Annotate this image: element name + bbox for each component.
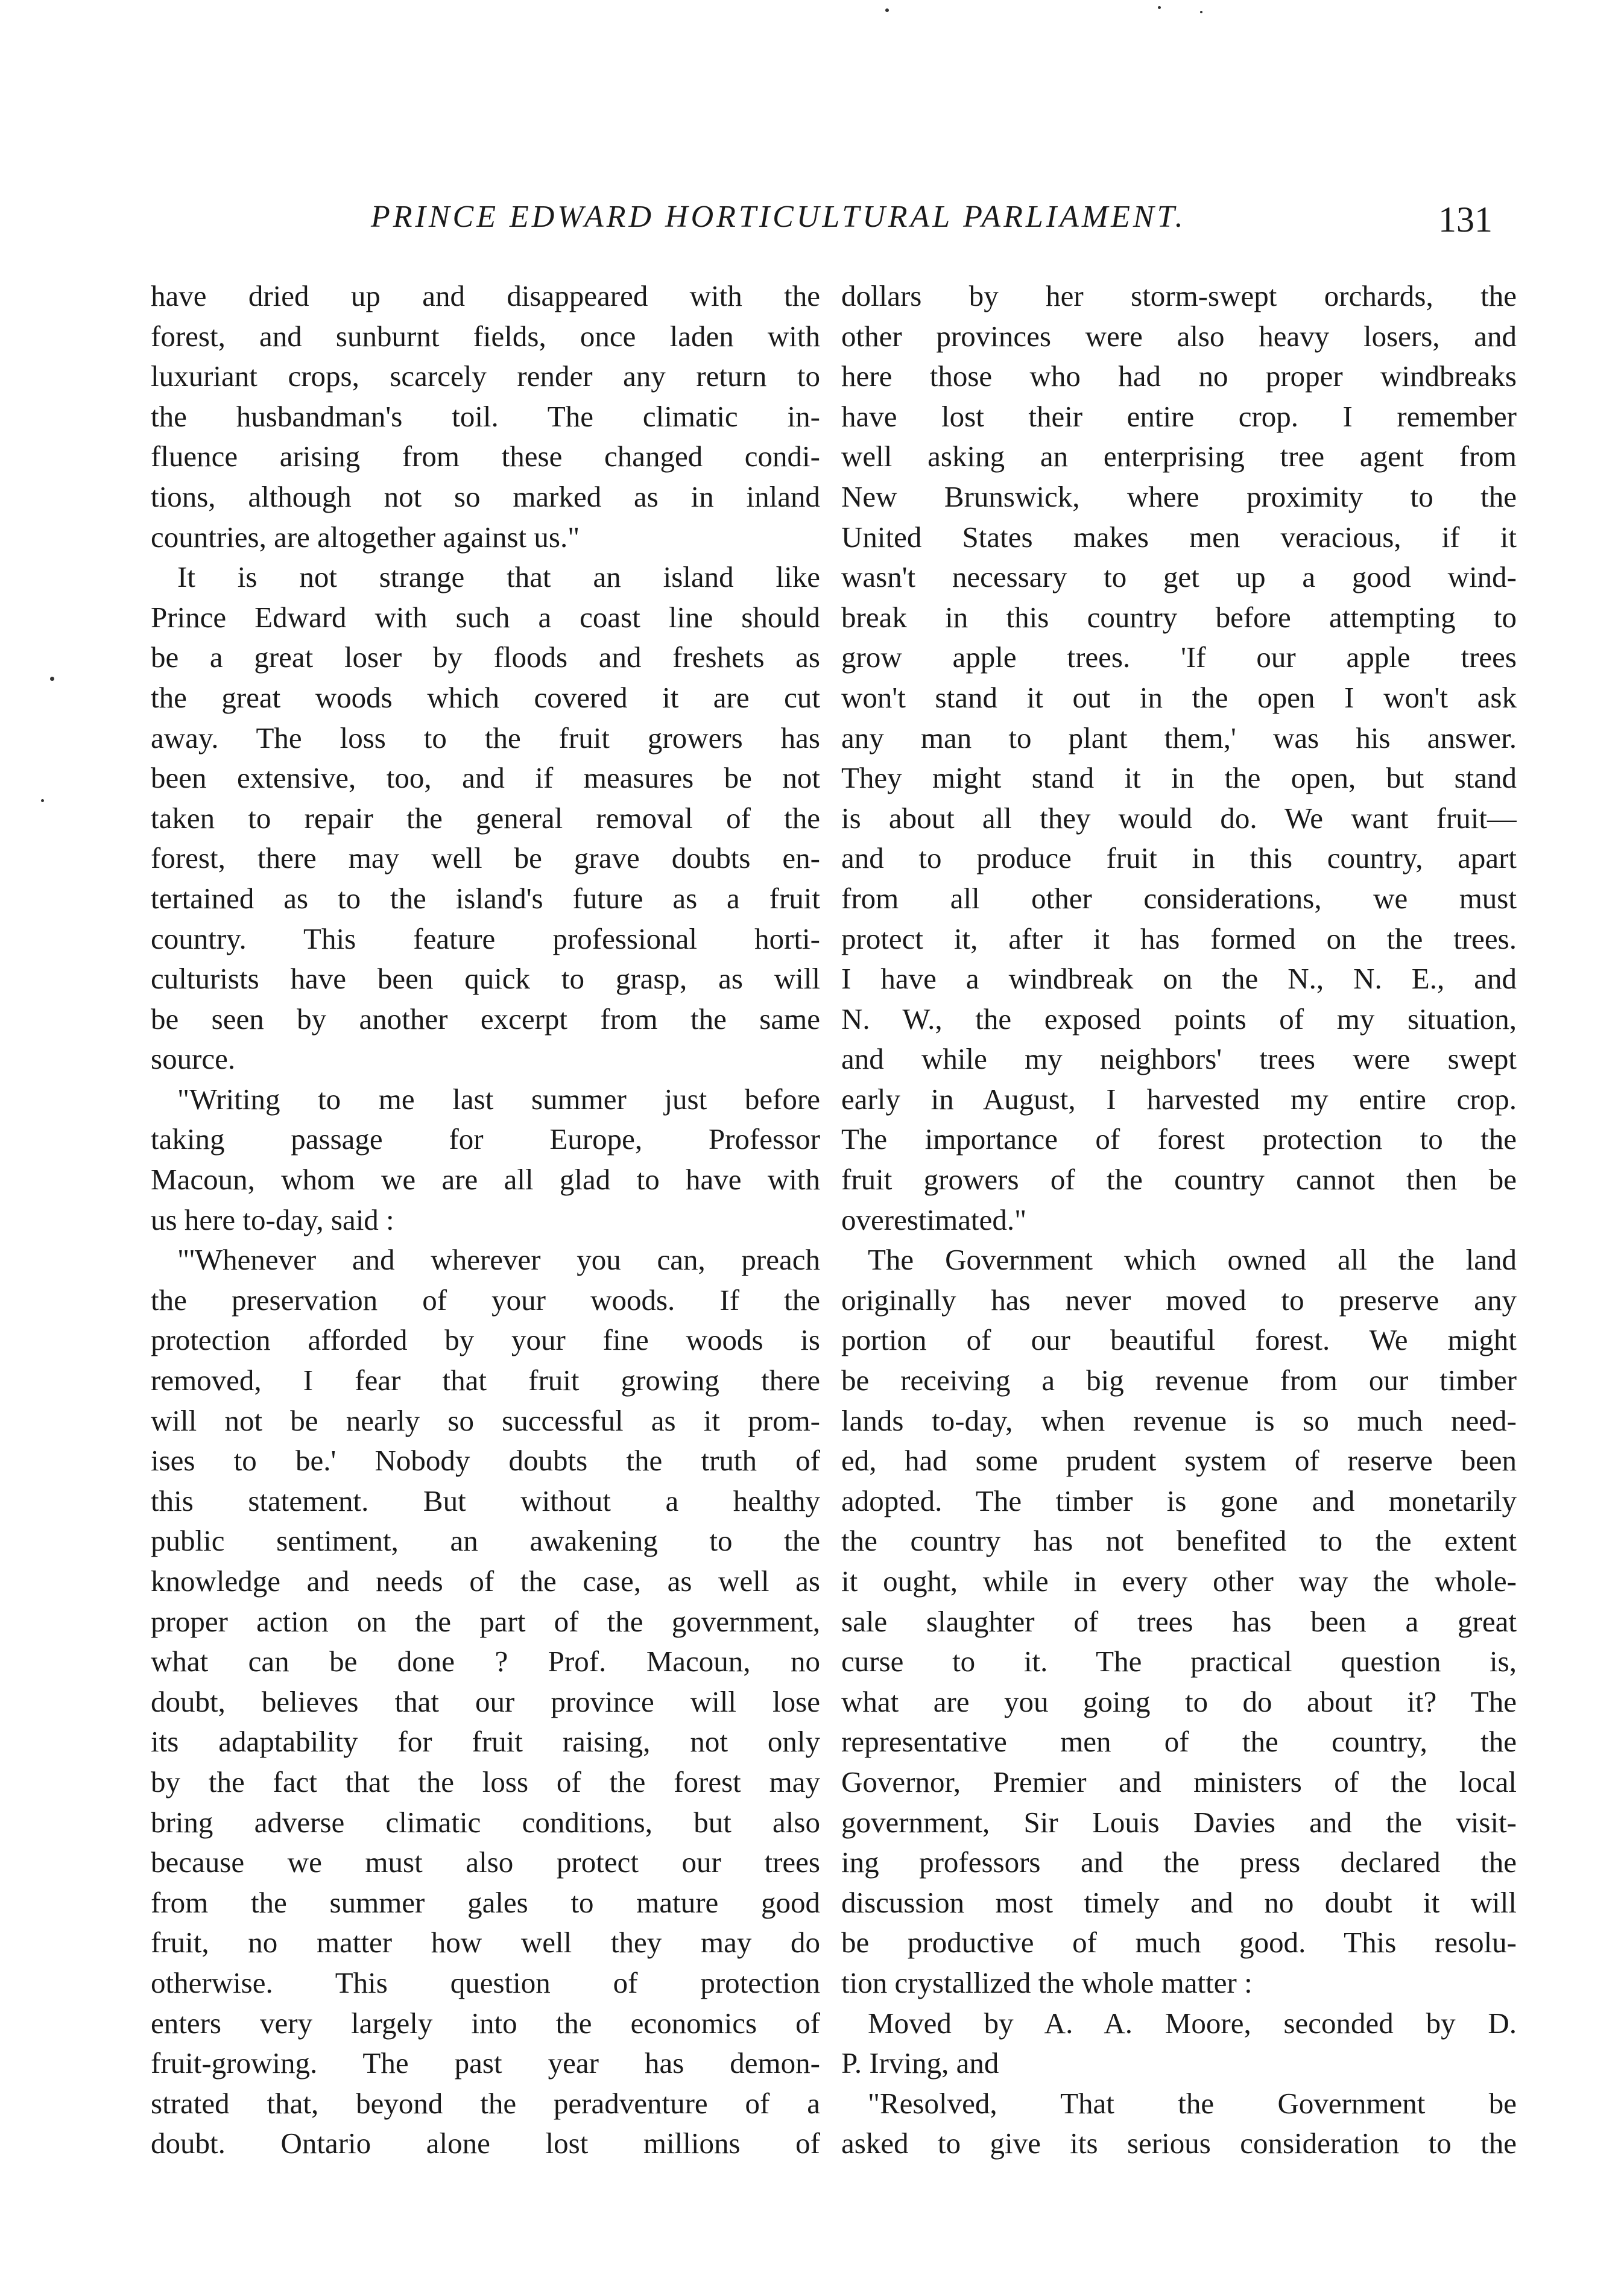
text-line: knowledge and needs of the case, as well as xyxy=(151,1564,820,1598)
text-line: fruit, no matter how well they may do xyxy=(151,1926,820,1960)
text-line: us here to-day, said : xyxy=(151,1203,394,1236)
text-line: protect it, after it has formed on the trees. xyxy=(841,922,1517,955)
text-line: and to produce fruit in this country, apart xyxy=(841,841,1517,875)
right-column xyxy=(841,276,1517,2164)
text-line: its adaptability for fruit raising, not only xyxy=(151,1725,820,1759)
text-line: fruit-growing. The past year has demon- xyxy=(151,2046,820,2080)
text-line: culturists have been quick to grasp, as will xyxy=(151,962,820,996)
text-line: They might stand it in the open, but stand xyxy=(841,761,1517,795)
text-line: from all other considerations, we must xyxy=(841,881,1517,915)
text-line: proper action on the part of the government, xyxy=(151,1604,820,1638)
left-column xyxy=(151,276,820,2164)
text-line: United States makes men veracious, if it xyxy=(841,520,1517,554)
text-line: fruit growers of the country cannot then be xyxy=(841,1163,1517,1197)
text-line: source. xyxy=(151,1042,236,1076)
text-line: been extensive, too, and if measures be not xyxy=(151,761,820,795)
text-line: and while my neighbors' trees were swept xyxy=(841,1042,1517,1076)
text-line: "'Whenever and wherever you can, preach xyxy=(177,1243,820,1277)
text-line: have lost their entire crop. I remember xyxy=(841,399,1517,433)
text-line: be seen by another excerpt from the same xyxy=(151,1002,820,1036)
text-line: doubt, believes that our province will lose xyxy=(151,1684,820,1718)
text-line: discussion most timely and no doubt it will xyxy=(841,1885,1517,1919)
text-line: it ought, while in every other way the whole- xyxy=(841,1564,1517,1598)
text-line: doubt. Ontario alone lost millions of xyxy=(151,2127,820,2160)
text-line: ed, had some prudent system of reserve been xyxy=(841,1444,1517,1478)
text-line: The importance of forest protection to the xyxy=(841,1122,1517,1156)
print-speck xyxy=(1200,11,1202,13)
text-line: Governor, Premier and ministers of the local xyxy=(841,1765,1517,1798)
text-line: early in August, I harvested my entire crop. xyxy=(841,1082,1517,1116)
text-line: The Government which owned all the land xyxy=(868,1243,1517,1277)
text-line: representative men of the country, the xyxy=(841,1725,1517,1759)
text-line: public sentiment, an awakening to the xyxy=(151,1524,820,1558)
text-line: government, Sir Louis Davies and the visit- xyxy=(841,1805,1517,1839)
text-line: what are you going to do about it? The xyxy=(841,1684,1517,1718)
text-line: will not be nearly so successful as it prom- xyxy=(151,1403,820,1437)
text-line: fluence arising from these changed condi- xyxy=(151,440,820,473)
text-line: be receiving a big revenue from our timber xyxy=(841,1364,1517,1397)
text-line: have dried up and disappeared with the xyxy=(151,279,820,312)
text-line: "Writing to me last summer just before xyxy=(177,1082,820,1116)
text-line: curse to it. The practical question is, xyxy=(841,1645,1517,1678)
text-line: New Brunswick, where proximity to the xyxy=(841,479,1517,513)
text-line: "Resolved, That the Government be xyxy=(868,2086,1517,2120)
text-line: grow apple trees. 'If our apple trees xyxy=(841,641,1517,674)
text-line: removed, I fear that fruit growing there xyxy=(151,1364,820,1397)
text-line: ing professors and the press declared the xyxy=(841,1846,1517,1879)
text-line: because we must also protect our trees xyxy=(151,1846,820,1879)
text-line: taken to repair the general removal of the xyxy=(151,801,820,835)
text-line: I have a windbreak on the N., N. E., and xyxy=(841,962,1517,996)
text-line: be productive of much good. This resolu- xyxy=(841,1926,1517,1960)
text-line: N. W., the exposed points of my situation, xyxy=(841,1002,1517,1036)
text-line: any man to plant them,' was his answer. xyxy=(841,721,1517,754)
text-line: break in this country before attempting to xyxy=(841,600,1517,634)
text-line: other provinces were also heavy losers, and xyxy=(841,319,1517,353)
running-head: PRINCE EDWARD HORTICULTURAL PARLIAMENT. xyxy=(371,200,1186,234)
print-speck xyxy=(41,799,44,802)
text-line: strated that, beyond the peradventure of a xyxy=(151,2086,820,2120)
text-line: country. This feature professional horti- xyxy=(151,922,820,955)
text-line: taking passage for Europe, Professor xyxy=(151,1122,820,1156)
text-line: sale slaughter of trees has been a great xyxy=(841,1604,1517,1638)
text-line: otherwise. This question of protection xyxy=(151,1966,820,1999)
text-line: overestimated." xyxy=(841,1203,1027,1236)
text-line: enters very largely into the economics of xyxy=(151,2006,820,2040)
text-line: bring adverse climatic conditions, but also xyxy=(151,1805,820,1839)
text-line: away. The loss to the fruit growers has xyxy=(151,721,820,754)
text-line: this statement. But without a healthy xyxy=(151,1484,820,1517)
text-line: the great woods which covered it are cut xyxy=(151,680,820,714)
text-line: protection afforded by your fine woods is xyxy=(151,1323,820,1357)
text-line: portion of our beautiful forest. We might xyxy=(841,1323,1517,1357)
text-line: from the summer gales to mature good xyxy=(151,1885,820,1919)
print-speck xyxy=(885,8,889,12)
text-line: is about all they would do. We want fruit— xyxy=(841,801,1517,835)
text-line: originally has never moved to preserve any xyxy=(841,1283,1517,1317)
text-line: the husbandman's toil. The climatic in- xyxy=(151,399,820,433)
text-line: be a great loser by floods and freshets as xyxy=(151,641,820,674)
text-line: tion crystallized the whole matter : xyxy=(841,1966,1253,1999)
text-line: won't stand it out in the open I won't ask xyxy=(841,680,1517,714)
text-line: dollars by her storm-swept orchards, the xyxy=(841,279,1517,312)
text-line: here those who had no proper windbreaks xyxy=(841,359,1517,393)
print-speck xyxy=(1158,6,1161,9)
text-line: tertained as to the island's future as a fruit xyxy=(151,881,820,915)
text-line: by the fact that the loss of the forest may xyxy=(151,1765,820,1798)
text-line: wasn't necessary to get up a good wind- xyxy=(841,560,1517,594)
text-line: the preservation of your woods. If the xyxy=(151,1283,820,1317)
text-line: what can be done ? Prof. Macoun, no xyxy=(151,1645,820,1678)
text-line: countries, are altogether against us." xyxy=(151,520,580,554)
text-line: luxuriant crops, scarcely render any return to xyxy=(151,359,820,393)
text-line: ises to be.' Nobody doubts the truth of xyxy=(151,1444,820,1478)
text-line: tions, although not so marked as in inland xyxy=(151,479,820,513)
text-line: forest, and sunburnt fields, once laden with xyxy=(151,319,820,353)
text-line: Moved by A. A. Moore, seconded by D. xyxy=(868,2006,1517,2040)
print-speck xyxy=(50,677,54,681)
page-number: 131 xyxy=(1438,200,1493,239)
text-line: P. Irving, and xyxy=(841,2046,999,2080)
text-line: asked to give its serious consideration to the xyxy=(841,2127,1517,2160)
text-line: It is not strange that an island like xyxy=(177,560,820,594)
text-line: Prince Edward with such a coast line should xyxy=(151,600,820,634)
text-line: lands to-day, when revenue is so much need- xyxy=(841,1403,1517,1437)
text-line: well asking an enterprising tree agent from xyxy=(841,440,1517,473)
text-line: the country has not benefited to the extent xyxy=(841,1524,1517,1558)
text-line: forest, there may well be grave doubts en- xyxy=(151,841,820,875)
text-line: Macoun, whom we are all glad to have with xyxy=(151,1163,820,1197)
text-line: adopted. The timber is gone and monetarily xyxy=(841,1484,1517,1517)
